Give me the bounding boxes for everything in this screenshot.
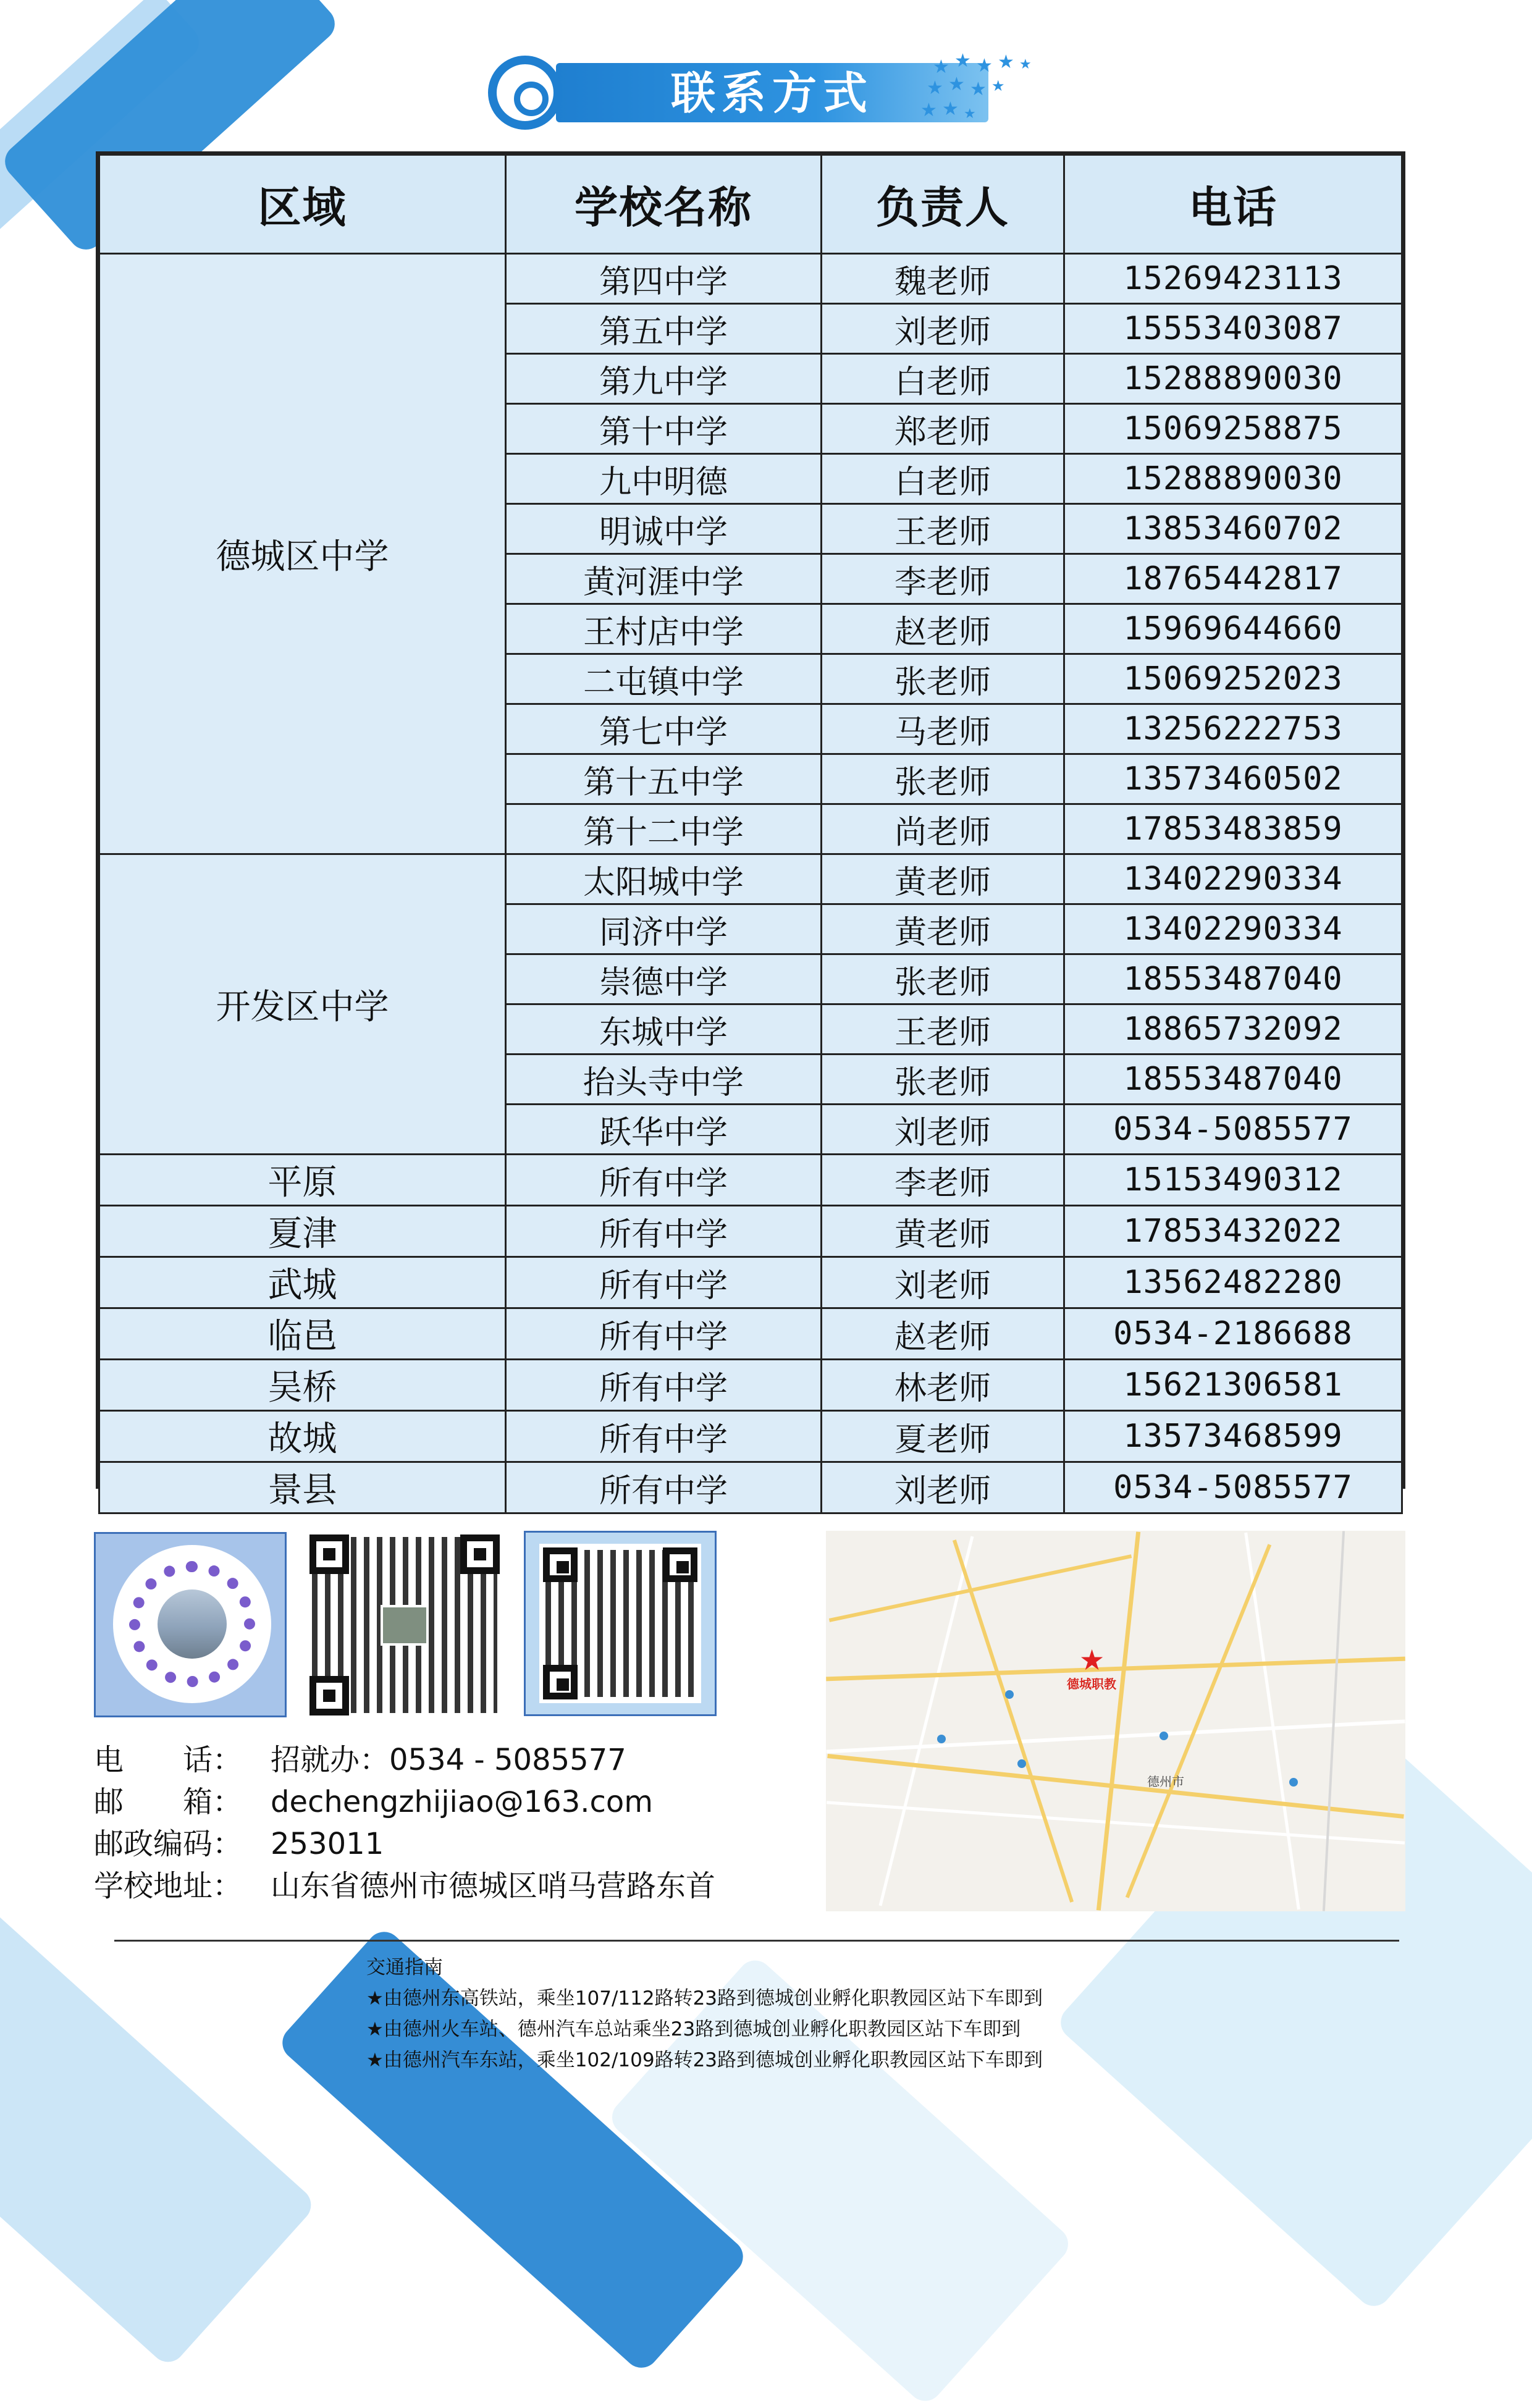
divider [114,1940,1399,1942]
column-header: 电话 [1064,155,1402,254]
phone-cell: 0534-5085577 [1064,1105,1402,1155]
school-cell: 第九中学 [506,354,822,404]
address-row [94,1865,804,1907]
contact-person-cell: 魏老师 [822,254,1064,304]
phone-cell: 18553487040 [1064,1055,1402,1105]
table-row [99,1360,1402,1411]
logo-icon [488,56,562,130]
guide-line: ★由德州汽车东站，乘坐102/109路转23路到德城创业孵化职教园区站下车即到 [366,2049,1043,2071]
table-row [99,1155,1402,1206]
website-qr-code [524,1531,717,1716]
contact-person-cell: 李老师 [822,554,1064,604]
address-label: 学校地址： [94,1869,243,1903]
contact-person-cell: 黄老师 [822,854,1064,904]
contact-table [96,151,1405,1510]
school-cell: 王村店中学 [506,604,822,654]
contact-person-cell: 张老师 [822,954,1064,1004]
school-cell: 崇德中学 [506,954,822,1004]
school-cell: 同济中学 [506,904,822,954]
table-row [99,1462,1402,1513]
contact-person-cell: 黄老师 [822,904,1064,954]
region-cell: 夏津 [99,1206,506,1257]
phone-cell: 13573460502 [1064,754,1402,804]
region-cell: 武城 [99,1257,506,1308]
stars-icon: ★ ★ ★ ★ ★ ★ ★ ★ ★ ★ ★ ★ [920,50,1032,122]
postal-row [94,1823,804,1865]
phone-cell: 15069258875 [1064,404,1402,454]
contact-person-cell: 夏老师 [822,1411,1064,1462]
region-cell: 德城区中学 [99,254,506,854]
location-map[interactable] [826,1531,1405,1911]
region-cell: 景县 [99,1462,506,1513]
school-cell: 东城中学 [506,1004,822,1055]
table-row [99,1308,1402,1360]
postal-label: 邮政编码： [94,1827,243,1861]
school-cell: 黄河涯中学 [506,554,822,604]
contact-person-cell: 张老师 [822,654,1064,704]
school-cell: 跃华中学 [506,1105,822,1155]
phone-cell: 15288890030 [1064,454,1402,504]
phone-row [94,1739,804,1781]
school-cell: 太阳城中学 [506,854,822,904]
contact-person-cell: 李老师 [822,1155,1064,1206]
phone-cell: 13853460702 [1064,504,1402,554]
region-cell: 吴桥 [99,1360,506,1411]
school-cell: 所有中学 [506,1360,822,1411]
decor-stripe [0,1832,318,2369]
phone-cell: 18553487040 [1064,954,1402,1004]
email-label: 邮 箱： [94,1785,243,1819]
school-photo-icon [158,1589,227,1659]
contact-person-cell: 刘老师 [822,1462,1064,1513]
address-value: 山东省德州市德城区哨马营路东首 [271,1869,716,1903]
header-banner [488,50,1056,130]
contact-person-cell: 张老师 [822,754,1064,804]
contact-person-cell: 白老师 [822,454,1064,504]
school-cell: 第十五中学 [506,754,822,804]
contact-person-cell: 刘老师 [822,1105,1064,1155]
school-cell: 抬头寺中学 [506,1055,822,1105]
phone-cell: 15153490312 [1064,1155,1402,1206]
campus-photo-icon [381,1605,429,1646]
contact-person-cell: 林老师 [822,1360,1064,1411]
phone-cell: 15269423113 [1064,254,1402,304]
phone-cell: 15621306581 [1064,1360,1402,1411]
school-cell: 所有中学 [506,1155,822,1206]
phone-cell: 0534-2186688 [1064,1308,1402,1360]
school-cell: 明诚中学 [506,504,822,554]
contact-person-cell: 黄老师 [822,1206,1064,1257]
contact-info [94,1739,804,1907]
phone-cell: 13573468599 [1064,1411,1402,1462]
contact-person-cell: 赵老师 [822,604,1064,654]
map-city-label: 德州市 [1147,1774,1184,1789]
column-header: 区域 [99,155,506,254]
column-header: 学校名称 [506,155,822,254]
phone-cell: 13562482280 [1064,1257,1402,1308]
traffic-guide [366,1952,1293,2076]
contact-person-cell: 张老师 [822,1055,1064,1105]
email-value[interactable]: dechengzhijiao@163.com [271,1785,654,1819]
guide-line: ★由德州东高铁站，乘坐107/112路转23路到德城创业孵化职教园区站下车即到 [366,1987,1043,2010]
phone-cell: 13402290334 [1064,904,1402,954]
school-cell: 所有中学 [506,1206,822,1257]
table-row [99,1411,1402,1462]
phone-cell: 15969644660 [1064,604,1402,654]
phone-label: 电 话： [94,1743,243,1777]
school-cell: 九中明德 [506,454,822,504]
phone-cell: 13402290334 [1064,854,1402,904]
school-cell: 第四中学 [506,254,822,304]
guide-line: ★由德州火车站、德州汽车总站乘坐23路到德城创业孵化职教园区站下车即到 [366,2018,1021,2040]
table-row [99,254,1402,304]
phone-cell: 15288890030 [1064,354,1402,404]
school-cell: 第十二中学 [506,804,822,854]
table-row [99,1206,1402,1257]
phone-cell: 17853483859 [1064,804,1402,854]
contact-person-cell: 马老师 [822,704,1064,754]
contact-person-cell: 尚老师 [822,804,1064,854]
table-row [99,1257,1402,1308]
phone-cell: 18865732092 [1064,1004,1402,1055]
phone-cell: 15553403087 [1064,304,1402,354]
phone-cell: 17853432022 [1064,1206,1402,1257]
contact-person-cell: 刘老师 [822,304,1064,354]
contact-person-cell: 赵老师 [822,1308,1064,1360]
school-cell: 第五中学 [506,304,822,354]
wechat-qr-code [306,1531,503,1719]
contact-person-cell: 白老师 [822,354,1064,404]
region-cell: 开发区中学 [99,854,506,1155]
school-cell: 二屯镇中学 [506,654,822,704]
school-cell: 所有中学 [506,1462,822,1513]
phone-cell: 18765442817 [1064,554,1402,604]
location-star-icon: ★ [1079,1643,1105,1677]
school-cell: 所有中学 [506,1308,822,1360]
region-cell: 临邑 [99,1308,506,1360]
school-cell: 所有中学 [506,1411,822,1462]
school-cell: 第七中学 [506,704,822,754]
school-cell: 第十中学 [506,404,822,454]
region-cell: 平原 [99,1155,506,1206]
contact-person-cell: 刘老师 [822,1257,1064,1308]
region-cell: 故城 [99,1411,506,1462]
table-header-row [99,155,1402,254]
page-title: 联系方式 [670,67,873,119]
column-header: 负责人 [822,155,1064,254]
douyin-qr-code [94,1532,287,1717]
phone-cell: 0534-5085577 [1064,1462,1402,1513]
school-cell: 所有中学 [506,1257,822,1308]
contact-person-cell: 郑老师 [822,404,1064,454]
table-row [99,854,1402,904]
guide-title: 交通指南 [366,1956,443,1979]
postal-value: 253011 [271,1827,384,1861]
contact-person-cell: 王老师 [822,504,1064,554]
map-school-label: 德城职教 [1067,1677,1116,1691]
email-row [94,1781,804,1823]
phone-cell: 13256222753 [1064,704,1402,754]
phone-value: 招就办：0534 - 5085577 [271,1743,626,1777]
phone-cell: 15069252023 [1064,654,1402,704]
contact-person-cell: 王老师 [822,1004,1064,1055]
